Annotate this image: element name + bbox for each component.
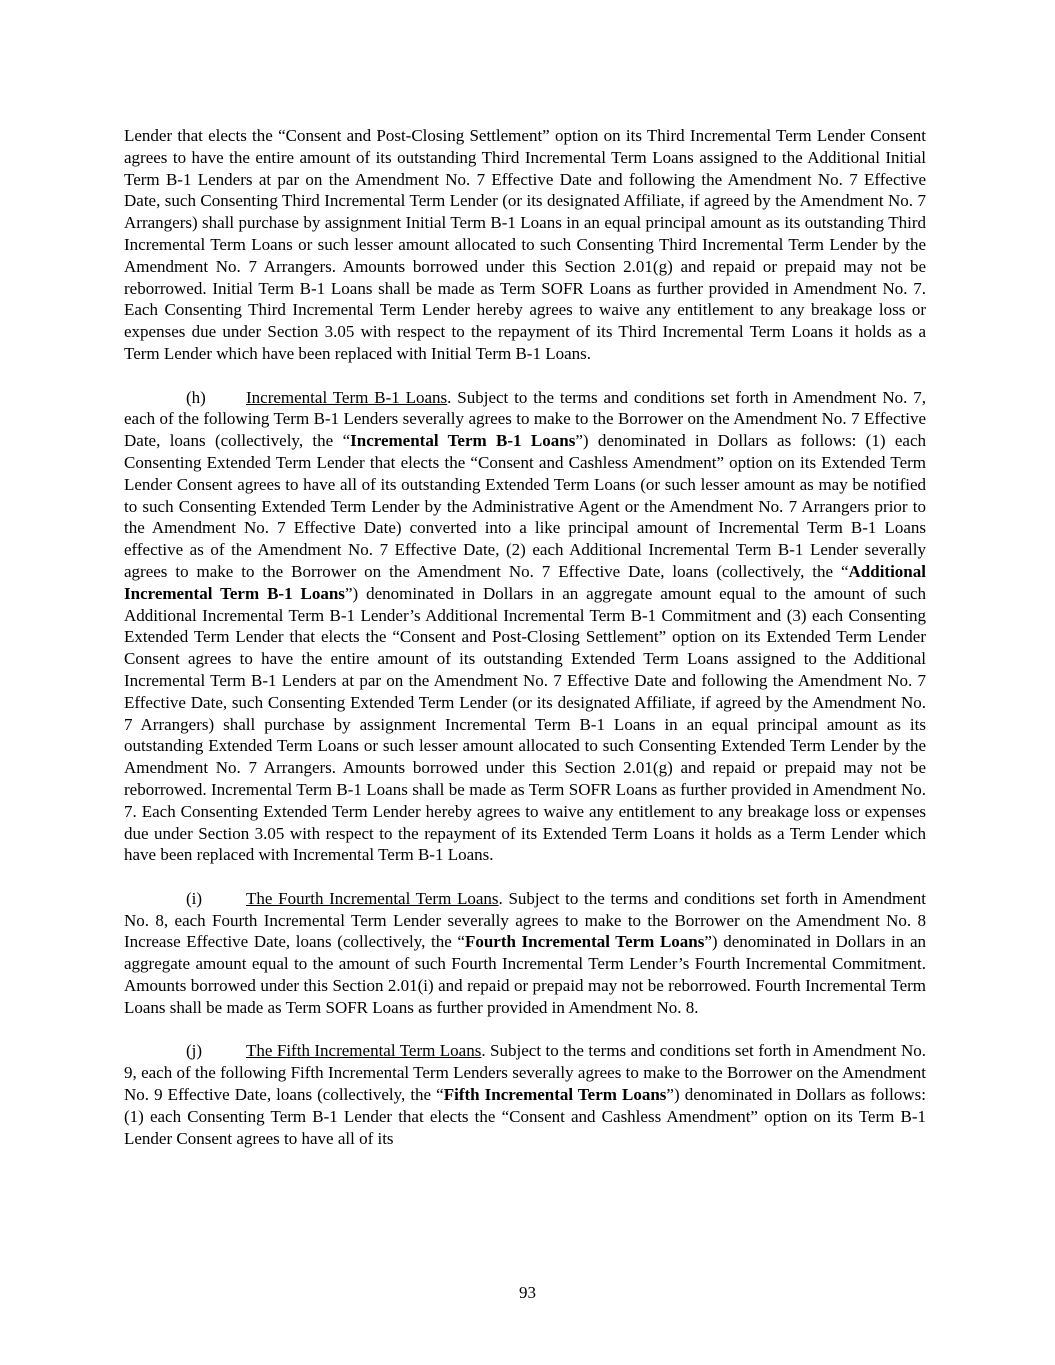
section-h-defined-term-2: Additional Incremental Term B-1 Loans (124, 561, 926, 603)
body-text (124, 125, 926, 1171)
continued-paragraph (124, 125, 926, 365)
section-h-text-2: ”) denominated in Dollars as follows: (1) each Consenting Extended Term Lender that elects the “Consent and Cashless Amendment” option on its Extended Term Lender Consent agrees to have all of its outstanding Extended Term Loans (or such lesser amount as may be notified to such Consenting Extended Term Lender by the Administrative Agent or the Amendment No. 7 Arrangers prior to the Amendment No. 7 Effective Date) converted into a like principal amount of Incremental Term B-1 Loans effective as of the Amendment No. 7 Effective Date, (2) each Additional Incremental Term B-1 Lender severally agrees to make to the Borrower on the Amendment No. 7 Effective Date, loans (collectively, the “ (124, 431, 927, 581)
section-i-paragraph (124, 888, 926, 1019)
section-j-defined-term: Fifth Incremental Term Loans (443, 1085, 667, 1105)
section-i-text-1: . Subject to the terms and conditions set forth in Amendment No. 8, each Fourth Incremental Term Lender severally agrees to make to the Borrower on the Amendment No. 8 Increase Effective Date, loans (collectively, the “ (124, 888, 926, 952)
section-i-number: (i) (186, 888, 203, 908)
section-h-defined-term-1: Incremental Term B-1 Loans (350, 431, 576, 451)
section-j-text-1: . Subject to the terms and conditions set forth in Amendment No. 9, each of the following Fifth Incremental Term Lenders severally agrees to make to the Borrower on the Amendment No. 9 Effective Date, loans (collectively, the “ (124, 1041, 926, 1105)
section-h-number: (h) (186, 387, 206, 407)
section-h-heading: Incremental Term B-1 Loans (246, 387, 448, 407)
page-number: 93 (519, 1283, 536, 1302)
section-i-heading: The Fourth Incremental Term Loans (246, 888, 499, 908)
section-h-paragraph (124, 387, 926, 867)
section-j-number: (j) (186, 1041, 203, 1061)
section-j-paragraph (124, 1040, 926, 1149)
section-i-text-2: ”) denominated in Dollars in an aggregate amount equal to the amount of such Fourth Incremental Term Lender’s Fourth Incremental Commitment. Amounts borrowed under this Section 2.01(i) and repaid or prepaid may not be reborrowed. Fourth Incremental Term Loans shall be made as Term SOFR Loans as further provided in Amendment No. 8. (124, 932, 926, 1017)
section-j-text-2: ”) denominated in Dollars as follows: (1) each Consenting Term B-1 Lender that elects the “Consent and Cashless Amendment” option on its Term B-1 Lender Consent agrees to have all of its (124, 1085, 926, 1148)
section-h-text-3: ”) denominated in Dollars in an aggregate amount equal to the amount of such Additional Incremental Term B-1 Lender’s Additional Incremental Term B-1 Commitment and (3) each Consenting Extended Term Lender that elects the “Consent and Post-Closing Settlement” option on its Extended Term Lender Consent agrees to have the entire amount of its outstanding Extended Term Loans assigned to the Additional Incremental Term B-1 Lenders at par on the Amendment No. 7 Effective Date and following the Amendment No. 7 Effective Date, such Consenting Extended Term Lender (or its designated Affiliate, if agreed by the Amendment No. 7 Arrangers) shall purchase by assignment Incremental Term B-1 Loans in an equal principal amount as its outstanding Extended Term Loans or such lesser amount allocated to such Consenting Extended Term Lender by the Amendment No. 7 Arrangers. Amounts borrowed under this Section 2.01(g) and repaid or prepaid may not be reborrowed. Incremental Term B-1 Loans shall be made as Term SOFR Loans as further provided in Amendment No. 7. Each Consenting Extended Term Lender hereby agrees to waive any entitlement to any breakage loss or expenses due under Section 3.05 with respect to the repayment of its Extended Term Loans it holds as a Term Lender which have been replaced with Incremental Term B-1 Loans. (124, 583, 927, 865)
section-j-heading: The Fifth Incremental Term Loans (246, 1041, 482, 1061)
continued-paragraph-text: Lender that elects the “Consent and Post-Closing Settlement” option on its Third Incremental Term Lender Consent agrees to have the entire amount of its outstanding Third Incremental Term Loans assigned to the Additional Initial Term B-1 Lenders at par on the Amendment No. 7 Effective Date and following the Amendment No. 7 Effective Date, such Consenting Third Incremental Term Lender (or its designated Affiliate, if agreed by the Amendment No. 7 Arrangers) shall purchase by assignment Initial Term B-1 Loans in an equal principal amount as its outstanding Third Incremental Term Loans or such lesser amount allocated to such Consenting Third Incremental Term Lender by the Amendment No. 7 Arrangers. Amounts borrowed under this Section 2.01(g) and repaid or prepaid may not be reborrowed. Initial Term B-1 Loans shall be made as Term SOFR Loans as further provided in Amendment No. 7. Each Consenting Third Incremental Term Lender hereby agrees to waive any entitlement to any breakage loss or expenses due under Section 3.05 with respect to the repayment of its Third Incremental Term Loans it holds as a Term Lender which have been replaced with Initial Term B-1 Loans. (124, 126, 926, 363)
section-i-defined-term: Fourth Incremental Term Loans (464, 932, 705, 952)
section-h-text-1: . Subject to the terms and conditions set forth in Amendment No. 7, each of the following Term B-1 Lenders severally agrees to make to the Borrower on the Amendment No. 7 Effective Date, loans (collectively, the “ (124, 387, 926, 451)
